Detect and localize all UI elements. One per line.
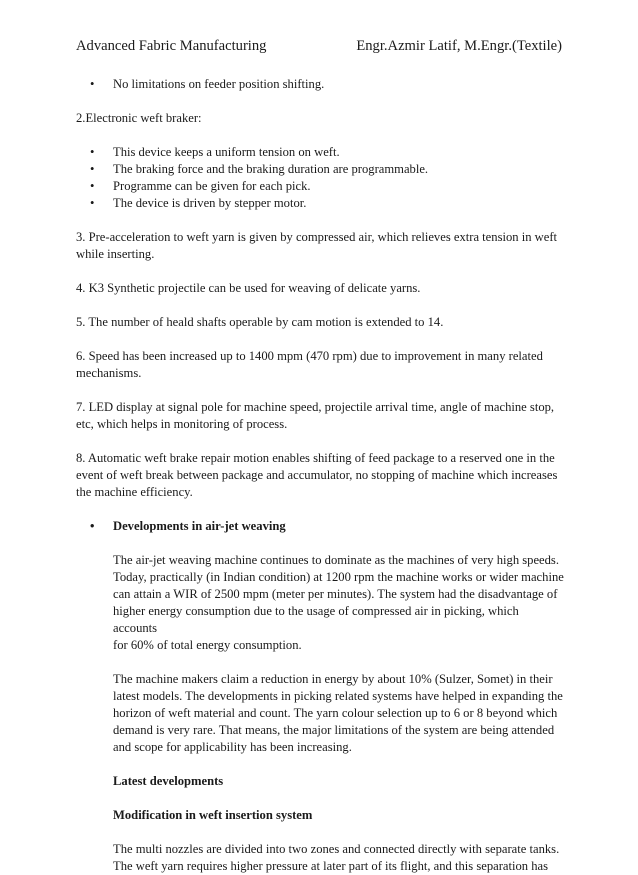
text-line: demand is very rare. That means, the major limitations of the system are being attended — [113, 723, 555, 737]
modification-heading: Modification in weft insertion system — [113, 808, 313, 822]
text-line: and scope for applicability has been increasing. — [113, 740, 352, 754]
airjet-section-body — [113, 552, 566, 875]
text-line: Today, practically (in Indian condition) at 1200 rpm the machine works or wider machine — [113, 570, 564, 584]
text-line: 7. LED display at signal pole for machine speed, projectile arrival time, angle of machine stop, — [76, 400, 555, 414]
airjet-section-list — [76, 518, 566, 535]
latest-developments-heading: Latest developments — [113, 774, 224, 788]
airjet-paragraph-2 — [113, 671, 566, 756]
text-line: The weft yarn requires higher pressure at later part of its flight, and this separation has — [113, 859, 549, 873]
paragraph-5: 5. The number of heald shafts operable by cam motion is extended to 14. — [76, 315, 444, 329]
text-line: 6. Speed has been increased up to 1400 mpm (470 rpm) due to improvement in many related — [76, 349, 543, 363]
text-line: The multi nozzles are divided into two zones and connected directly with separate tanks. — [113, 842, 560, 856]
section-2-title: 2.Electronic weft braker: — [76, 111, 202, 125]
feeder-bullet-list — [76, 76, 566, 93]
weft-braker-bullet-list — [76, 144, 566, 212]
text-line: while inserting. — [76, 247, 155, 261]
text-line: latest models. The developments in picking related systems have helped in expanding the — [113, 689, 563, 703]
text-line: horizon of weft material and count. The yarn colour selection up to 6 or 8 beyond which — [113, 706, 558, 720]
final-paragraph — [113, 841, 566, 875]
text-line: 3. Pre-acceleration to weft yarn is given by compressed air, which relieves extra tension in weft — [76, 230, 558, 244]
header-course-title: Advanced Fabric Manufacturing — [76, 38, 267, 54]
document-body — [76, 76, 566, 875]
text-line: The air-jet weaving machine continues to dominate as the machines of very high speeds. — [113, 553, 559, 567]
text-line: event of weft break between package and accumulator, no stopping of machine which increases — [76, 468, 558, 482]
paragraph-8 — [76, 450, 566, 501]
list-item: • No limitations on feeder position shifting. — [76, 76, 566, 93]
list-item: • The device is driven by stepper motor. — [76, 195, 566, 212]
text-line: The machine makers claim a reduction in energy by about 10% (Sulzer, Somet) in their — [113, 672, 553, 686]
list-item: • The braking force and the braking duration are programmable. — [76, 161, 566, 178]
text-line: the machine efficiency. — [76, 485, 193, 499]
text-line: for 60% of total energy consumption. — [113, 638, 302, 652]
paragraph-7 — [76, 399, 566, 433]
paragraph-3 — [76, 229, 566, 263]
paragraph-4: 4. K3 Synthetic projectile can be used for weaving of delicate yarns. — [76, 281, 421, 295]
text-line: 8. Automatic weft brake repair motion enables shifting of feed package to a reserved one in the — [76, 451, 555, 465]
page-header — [76, 38, 562, 58]
paragraph-6 — [76, 348, 566, 382]
airjet-paragraph-1 — [113, 552, 566, 654]
airjet-heading: • Developments in air-jet weaving — [76, 518, 566, 535]
text-line: higher energy consumption due to the usage of compressed air in picking, which accounts — [113, 604, 519, 635]
list-item: • This device keeps a uniform tension on weft. — [76, 144, 566, 161]
text-line: can attain a WIR of 2500 mpm (meter per minutes). The system had the disadvantage of — [113, 587, 558, 601]
list-item: • Programme can be given for each pick. — [76, 178, 566, 195]
text-line: mechanisms. — [76, 366, 142, 380]
header-author: Engr.Azmir Latif, M.Engr.(Textile) — [356, 38, 562, 54]
text-line: etc, which helps in monitoring of process. — [76, 417, 288, 431]
